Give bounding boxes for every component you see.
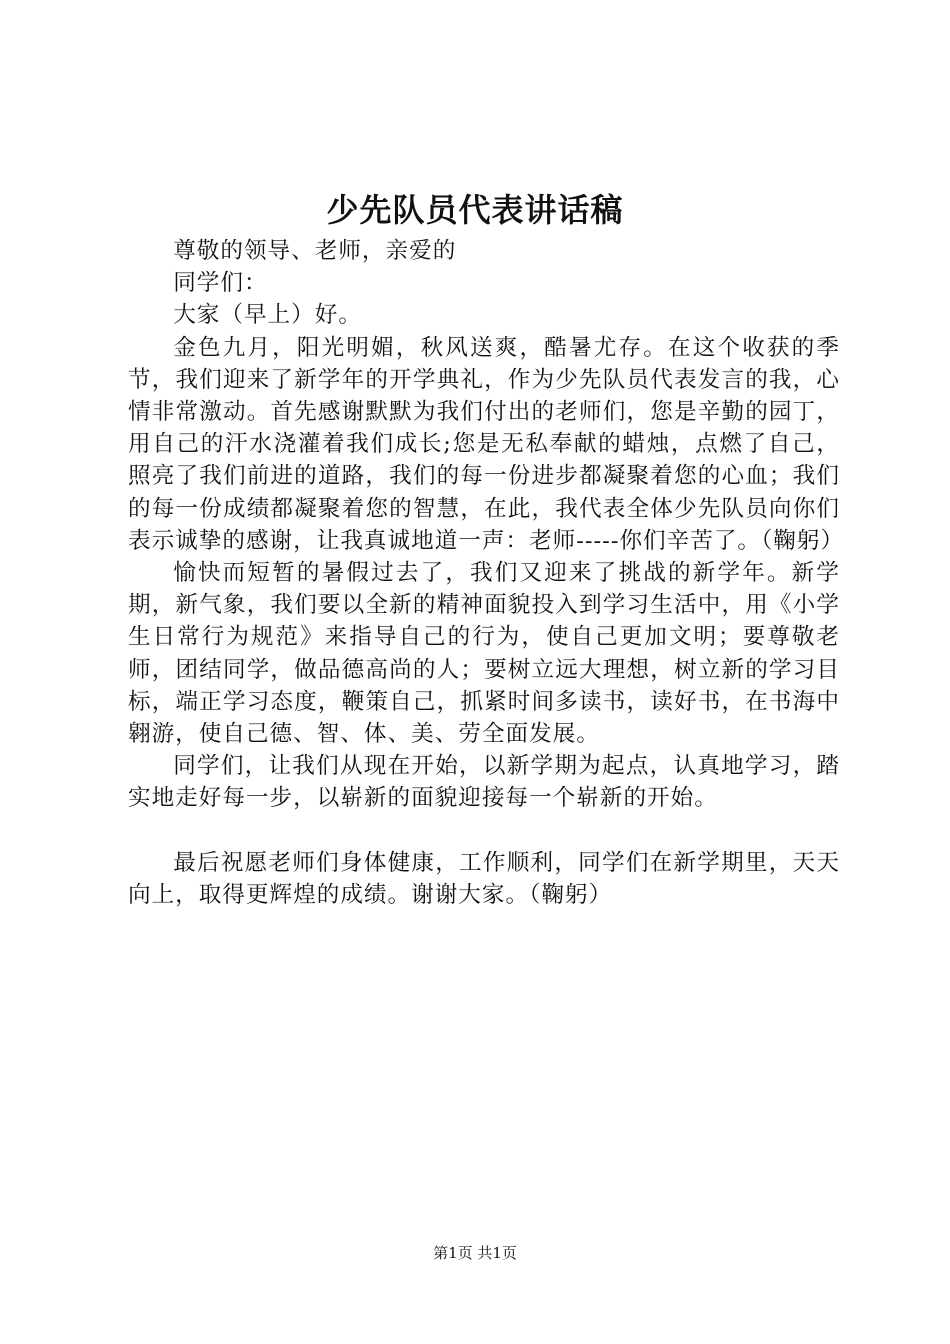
paragraph-thanks-teachers: 金色九月，阳光明媚，秋风送爽，酷暑尤存。在这个收获的季节，我们迎来了新学年的开学典礼，作为少先队员代表发言的我，心情非常激动。首先感谢默默为我们付出的老师们，您是辛勤的园丁，用自己的汗水浇灌着我们成长;您是无私奉献的蜡烛，点燃了自己，照亮了我们前进的道路，我们的每一份进步都凝聚着您的心血；我们的每一份成绩都凝聚着您的智慧，在此，我代表全体少先队员向你们表示诚挚的感谢，让我真诚地道一声：老师-----你们辛苦了。（鞠躬） [128, 334, 845, 554]
salutation-line-1: 尊敬的领导、老师，亲爱的 [173, 238, 457, 264]
blank-line [128, 815, 840, 847]
paragraph-call-to-action: 同学们，让我们从现在开始，以新学期为起点，认真地学习，踏实地走好每一步，以崭新的面貌迎接每一个崭新的开始。 [128, 753, 840, 812]
page-footer: 第1页 共1页 [433, 1244, 517, 1262]
greeting-line: 大家（早上）好。 [173, 302, 362, 329]
salutation-line-2: 同学们： [173, 270, 268, 297]
paragraph-closing-wishes: 最后祝愿老师们身体健康，工作顺利，同学们在新学期里，天天向上，取得更辉煌的成绩。谢谢大家。（鞠躬） [128, 849, 840, 909]
paragraph-new-semester: 愉快而短暂的暑假过去了，我们又迎来了挑战的新学年。新学期，新气象，我们要以全新的精神面貌投入到学习生活中，用《小学生日常行为规范》来指导自己的行为，使自己更加文明；要尊敬老师，团结同学，做品德高尚的人；要树立远大理想，树立新的学习目标，端正学习态度，鞭策自己，抓紧时间多读书，读好书，在书海中翱游，使自己德、智、体、美、劳全面发展。 [128, 560, 840, 748]
document-body [128, 235, 845, 911]
document-title: 少先队员代表讲话稿 [326, 191, 624, 229]
